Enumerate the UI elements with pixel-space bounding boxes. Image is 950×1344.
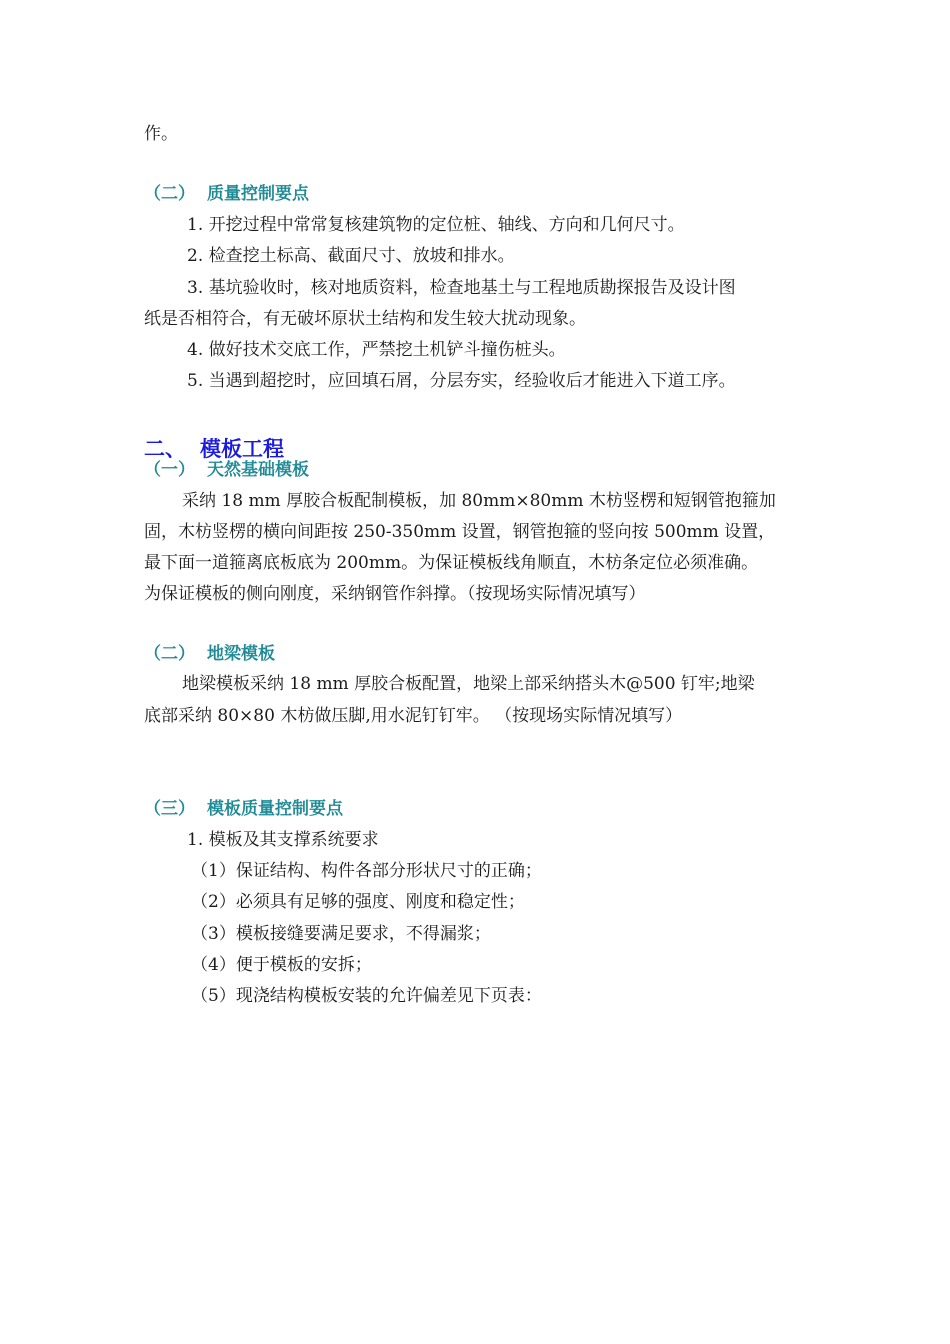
list-item (187, 214, 685, 236)
item-number: 2. (187, 246, 204, 266)
section-heading-foundation (144, 459, 309, 481)
heading-number: （三） (144, 799, 195, 819)
item-text: 开挖过程中常常复核建筑物的定位桩、轴线、方向和几何尺寸。 (208, 215, 685, 235)
paragraph-line: 最下面一道箍离底板底为 200mm。为保证模板线角顺直，木枋条定位必须准确。 (144, 553, 759, 573)
list-item (187, 829, 379, 851)
item-text: 检查挖土标高、截面尺寸、放坡和排水。 (208, 246, 515, 266)
list-item-continuation: 纸是否相符合，有无破坏原状土结构和发生较大扰动现象。 (144, 309, 586, 329)
paragraph-line: 为保证模板的侧向刚度，采纳钢管作斜撑。（按现场实际情况填写） (144, 584, 646, 604)
section-heading-formwork-quality (144, 798, 343, 820)
chapter-number: 二、 (144, 437, 186, 461)
item-number: 1. (187, 830, 204, 850)
paragraph-line: 底部采纳 80×80 木枋做压脚,用水泥钉钉牢。 （按现场实际情况填写） (144, 706, 683, 726)
paragraph-line: 地梁模板采纳 18 mm 厚胶合板配置，地梁上部采纳搭头木@500 钉牢;地梁 (182, 674, 755, 694)
section-heading-ground-beam (144, 643, 275, 665)
sub-list-item: （3）模板接缝要满足要求，不得漏浆； (191, 924, 491, 944)
list-item (187, 370, 736, 392)
item-text: 模板及其支撑系统要求 (208, 830, 379, 850)
item-text: 基坑验收时，核对地质资料，检查地基土与工程地质勘探报告及设计图 (208, 278, 736, 298)
sub-list-item: （2）必须具有足够的强度、刚度和稳定性； (191, 892, 525, 912)
item-number: 5. (187, 371, 204, 391)
heading-title: 天然基础模板 (207, 460, 309, 480)
sub-list-item: （1）保证结构、构件各部分形状尺寸的正确； (191, 861, 542, 881)
heading-title: 模板质量控制要点 (207, 799, 343, 819)
heading-title: 质量控制要点 (207, 184, 309, 204)
chapter-title: 模板工程 (200, 437, 284, 461)
item-number: 1. (187, 215, 204, 235)
sub-list-item: （5）现浇结构模板安装的允许偏差见下页表： (191, 986, 542, 1006)
list-item (187, 277, 736, 299)
heading-number: （一） (144, 460, 195, 480)
heading-title: 地梁模板 (207, 644, 275, 664)
list-item (187, 339, 566, 361)
item-number: 3. (187, 278, 204, 298)
item-text: 做好技术交底工作，严禁挖土机铲斗撞伤桩头。 (208, 340, 566, 360)
paragraph-line: 固，木枋竖楞的横向间距按 250-350mm 设置，钢管抱箍的竖向按 500mm 设置， (144, 522, 776, 542)
item-number: 4. (187, 340, 204, 360)
chapter-heading (144, 437, 284, 461)
list-item (187, 245, 515, 267)
heading-number: （二） (144, 644, 195, 664)
item-text: 当遇到超挖时，应回填石屑，分层夯实，经验收后才能进入下道工序。 (208, 371, 736, 391)
heading-number: （二） (144, 184, 195, 204)
paragraph-line: 采纳 18 mm 厚胶合板配制模板，加 80mm×80mm 木枋竖楞和短钢管抱箍加 (182, 491, 776, 511)
lead-text: 作。 (144, 124, 178, 144)
section-heading-quality (144, 183, 309, 205)
sub-list-item: （4）便于模板的安拆； (191, 955, 372, 975)
